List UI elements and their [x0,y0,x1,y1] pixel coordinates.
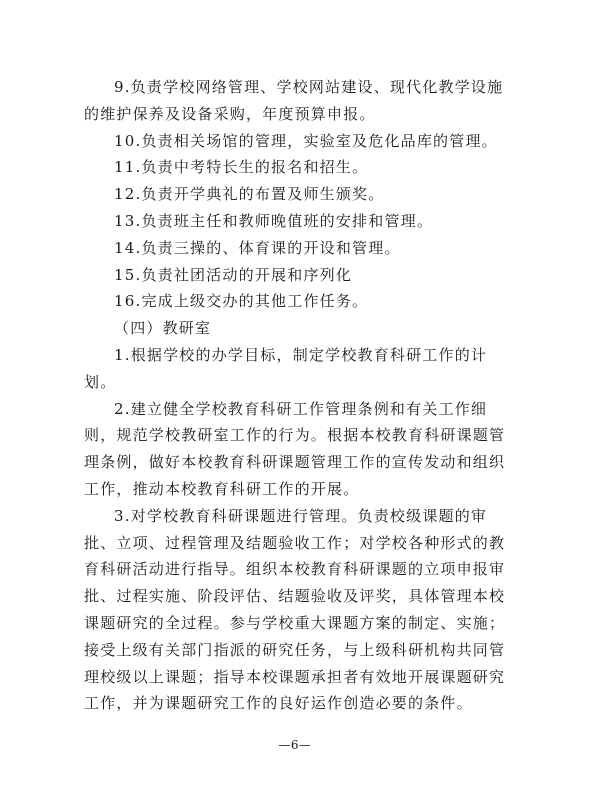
paragraph-11: 11.负责中考特长生的报名和招生。 [114,158,369,177]
paragraph-12: 12.负责开学典礼的布置及师生颁奖。 [114,185,385,204]
paragraph-16: 16.完成上级交办的其他工作任务。 [114,292,369,311]
paragraph-research-3: 3.对学校教育科研课题进行管理。负责校级课题的审批、立项、过程管理及结题验收工作；对学校各种形式的教育科研活动进行指导。组织本校教育科研课题的立项申报审批、过程实施、阶段评估、结题验收及评奖，具体管理本校课题研究的全过程。参与学校重大课题方案的制定、实施；接受上级有关部门指派的研究任务，与上级科研机构共同管理校级以上课题；指导本校课题承担者有效地开展课题研究工作，并为课题研究工作的良好运作创造必要的条件。 [84,506,506,713]
paragraph-research-1: 1.根据学校的办学目标，制定学校教育科研工作的计划。 [84,345,488,391]
document-body [84,74,514,717]
section-heading-research-office: （四）教研室 [114,319,212,338]
paragraph-13: 13.负责班主任和教师晚值班的安排和管理。 [114,211,434,230]
page-number: —6— [278,738,312,752]
paragraph-10: 10.负责相关场馆的管理，实验室及危化品库的管理。 [114,131,498,150]
paragraph-9: 9.负责学校网络管理、学校网站建设、现代化教学设施的维护保养及设备采购，年度预算申报。 [84,78,504,123]
paragraph-15: 15.负责社团活动的开展和序列化 [114,265,353,284]
paragraph-research-2: 2.建立健全学校教育科研工作管理条例和有关工作细则，规范学校教研室工作的行为。根据本校教育科研课题管理条例，做好本校教育科研课题管理工作的宣传发动和组织工作，推动本校教育科研工作的开展。 [84,399,506,498]
paragraph-14: 14.负责三操的、体育课的开设和管理。 [114,238,401,257]
